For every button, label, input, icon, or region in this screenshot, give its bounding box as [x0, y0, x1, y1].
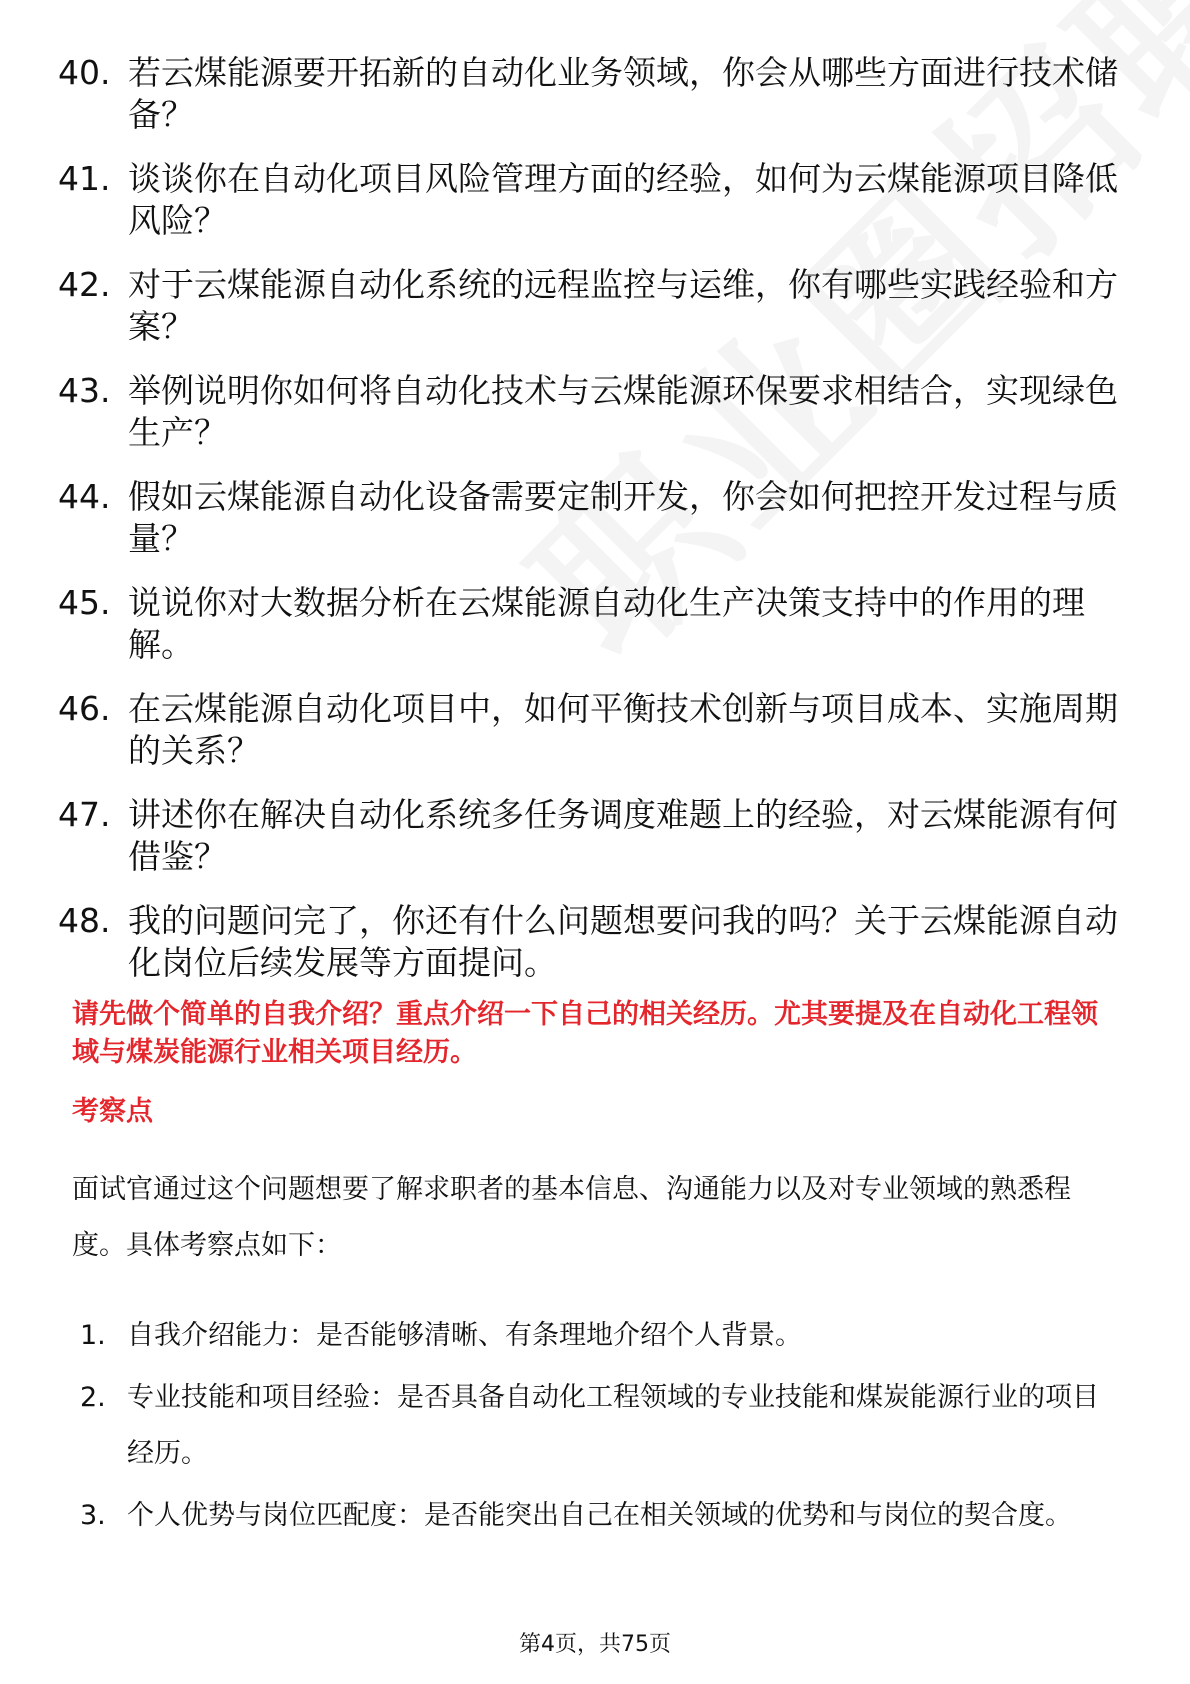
question-text: 说说你对大数据分析在云煤能源自动化生产决策支持中的作用的理解。: [128, 583, 1085, 664]
list-item: [80, 1488, 1125, 1544]
list-item-text: 自我介绍能力：是否能够清晰、有条理地介绍个人背景。: [127, 1320, 802, 1351]
question-text: 在云煤能源自动化项目中，如何平衡技术创新与项目成本、实施周期的关系？: [128, 689, 1118, 770]
list-item-number: 2.: [80, 1382, 106, 1413]
question-number: 48.: [58, 901, 111, 940]
question-text: 讲述你在解决自动化系统多任务调度难题上的经验，对云煤能源有何借鉴？: [128, 795, 1118, 876]
question-number: 41.: [58, 159, 111, 198]
page-footer: 第4页，共75页: [519, 1632, 671, 1657]
question-text: 谈谈你在自动化项目风险管理方面的经验，如何为云煤能源项目降低风险？: [128, 159, 1118, 240]
question-text: 假如云煤能源自动化设备需要定制开发，你会如何把控开发过程与质量？: [128, 477, 1118, 558]
evaluation-points: [80, 1308, 1125, 1550]
highlighted-question: 请先做个简单的自我介绍？重点介绍一下自己的相关经历。尤其要提及在自动化工程领域与煤炭能源行业相关项目经历。: [72, 999, 1098, 1068]
question-number: 45.: [58, 583, 111, 622]
question-item: [58, 52, 1128, 136]
question-list: [58, 52, 1128, 1006]
list-item: [80, 1308, 1125, 1364]
section-title: 考察点: [72, 1096, 153, 1127]
list-item-text: 专业技能和项目经验：是否具备自动化工程领域的专业技能和煤炭能源行业的项目经历。: [127, 1382, 1099, 1469]
question-item: [58, 794, 1128, 878]
section-description: 面试官通过这个问题想要了解求职者的基本信息、沟通能力以及对专业领域的熟悉程度。具体考察点如下：: [72, 1174, 1071, 1261]
list-item-number: 3.: [80, 1500, 106, 1531]
question-item: [58, 264, 1128, 348]
question-number: 42.: [58, 265, 111, 304]
question-item: [58, 370, 1128, 454]
question-item: [58, 476, 1128, 560]
list-item-number: 1.: [80, 1320, 106, 1351]
question-text: 举例说明你如何将自动化技术与云煤能源环保要求相结合，实现绿色生产？: [128, 371, 1118, 452]
question-number: 47.: [58, 795, 111, 834]
question-number: 44.: [58, 477, 111, 516]
question-number: 40.: [58, 53, 111, 92]
question-item: [58, 688, 1128, 772]
question-item: [58, 582, 1128, 666]
question-item: [58, 158, 1128, 242]
question-number: 43.: [58, 371, 111, 410]
question-text: 对于云煤能源自动化系统的远程监控与运维，你有哪些实践经验和方案？: [128, 265, 1118, 346]
list-item-text: 个人优势与岗位匹配度：是否能突出自己在相关领域的优势和与岗位的契合度。: [127, 1500, 1072, 1531]
question-number: 46.: [58, 689, 111, 728]
question-text: 若云煤能源要开拓新的自动化业务领域，你会从哪些方面进行技术储备？: [128, 53, 1118, 134]
question-item: [58, 900, 1128, 984]
list-item: [80, 1370, 1125, 1482]
question-text: 我的问题问完了，你还有什么问题想要问我的吗？关于云煤能源自动化岗位后续发展等方面提问。: [128, 901, 1118, 982]
